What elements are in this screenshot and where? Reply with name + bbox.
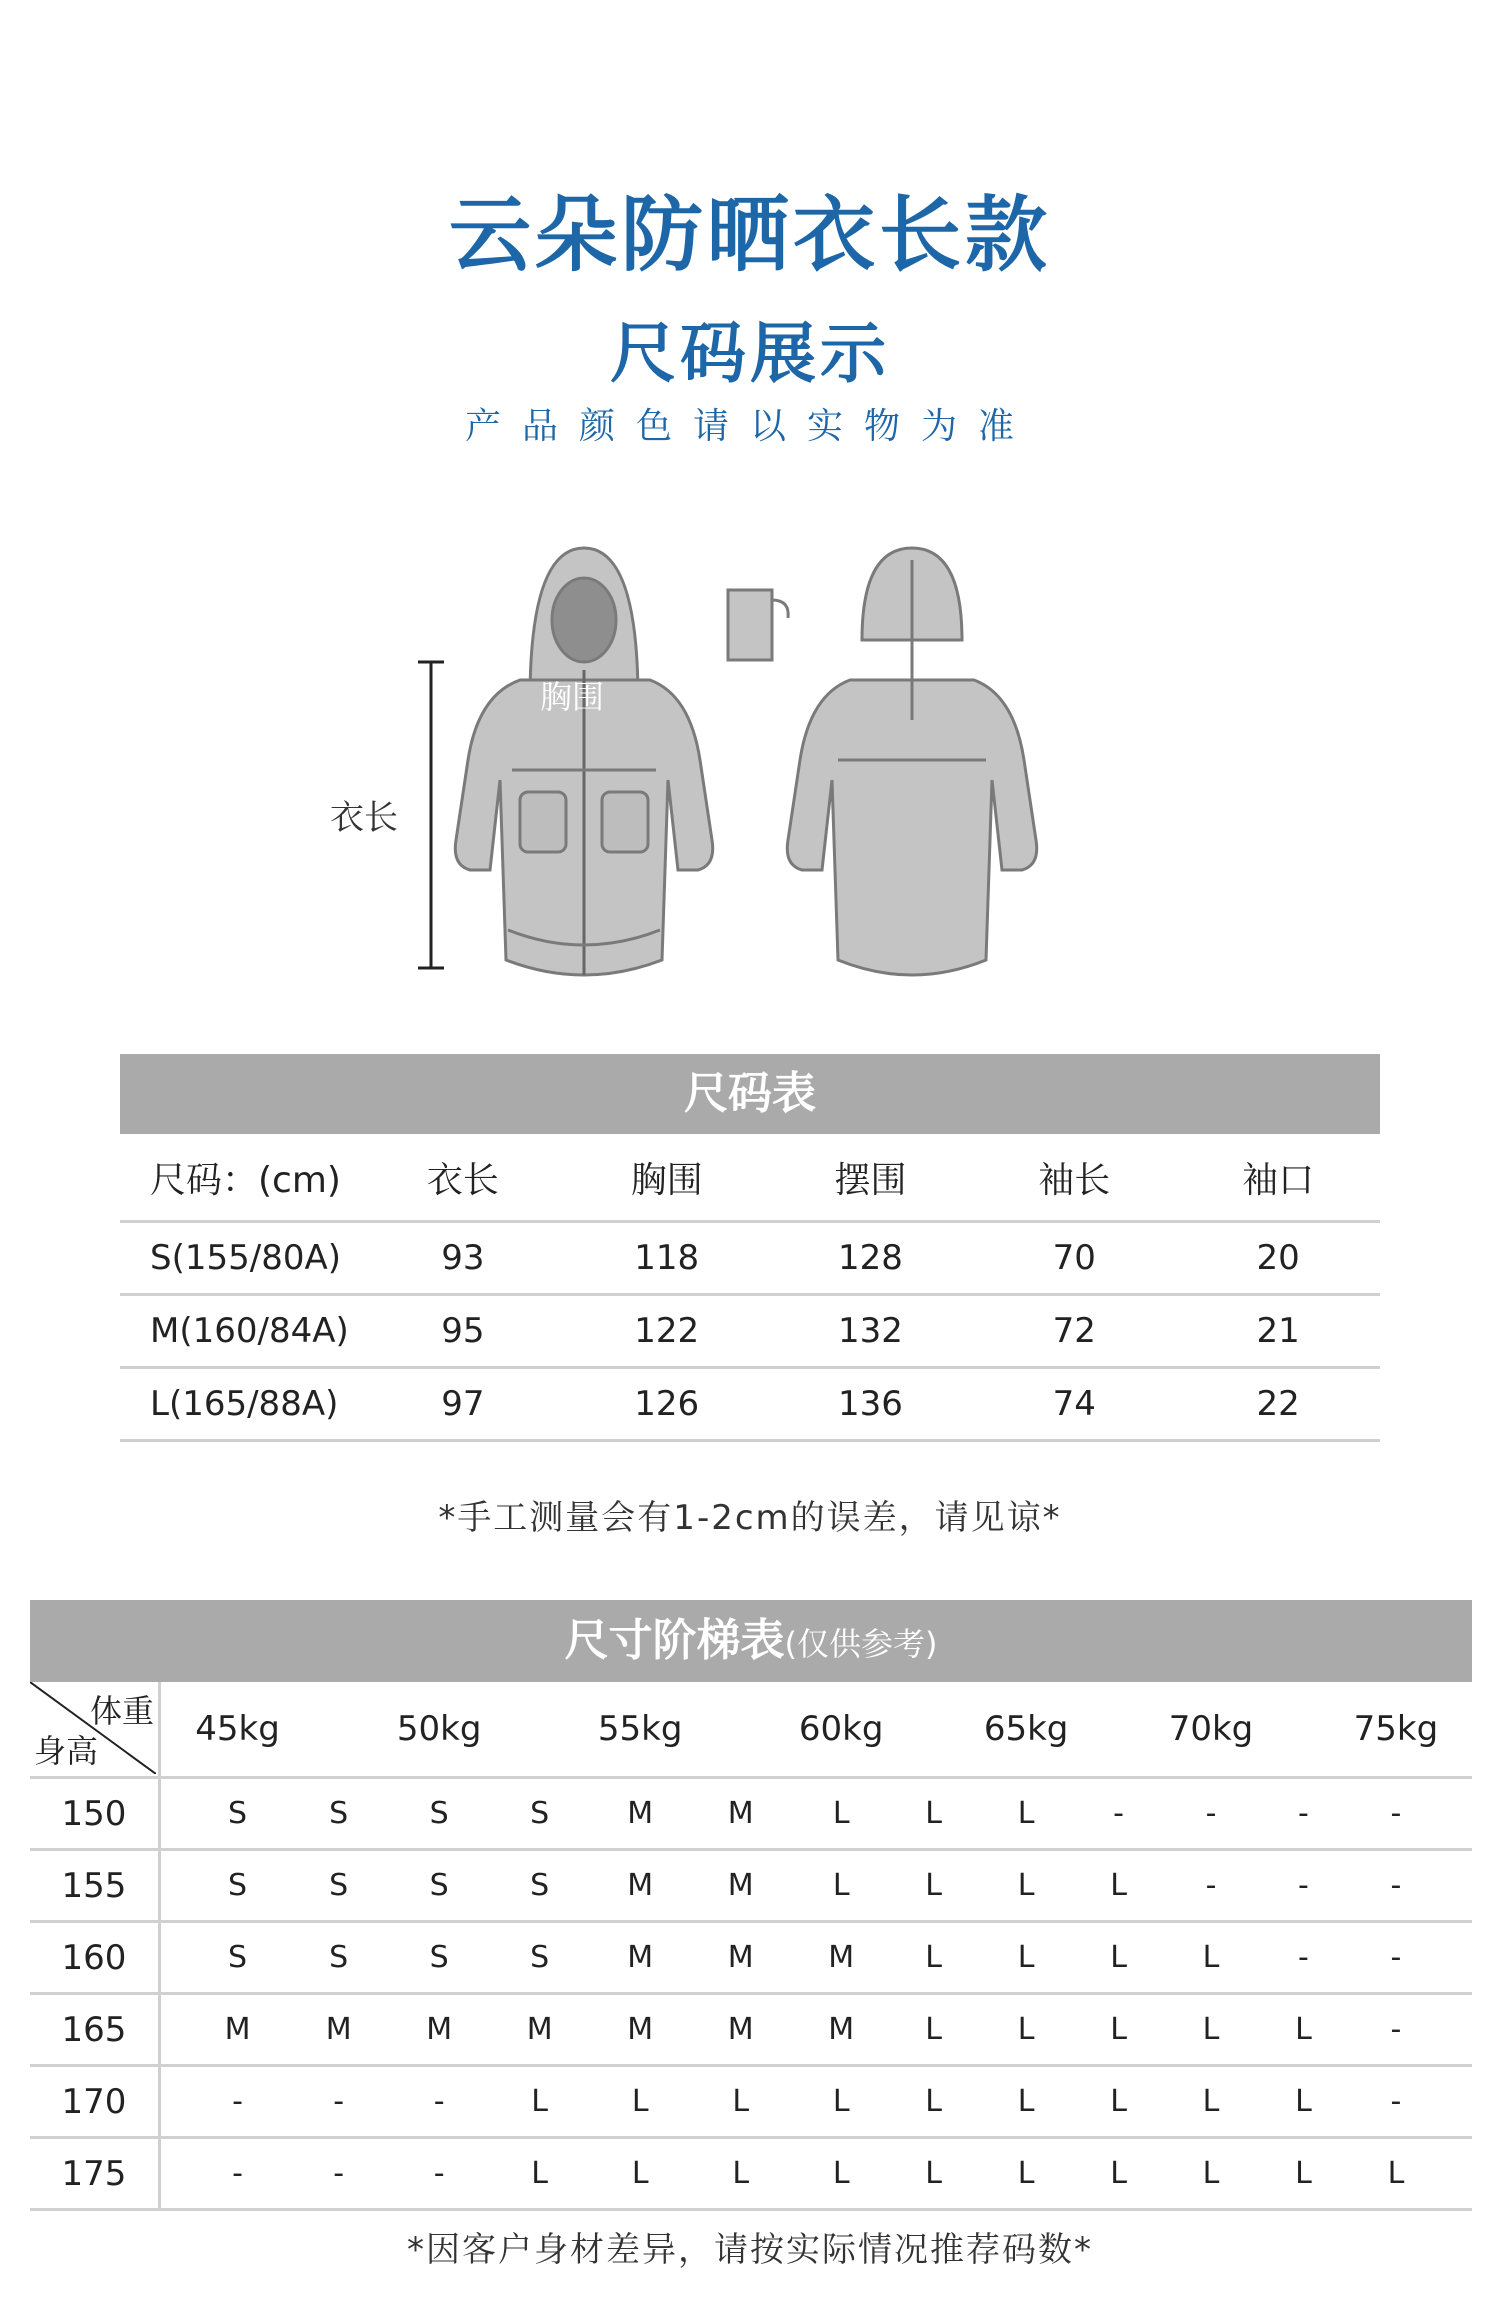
size-cell: L	[950, 2066, 1102, 2138]
size-cell: L	[765, 1850, 917, 1922]
table-row	[30, 1778, 1472, 1850]
step-chart-title	[30, 1600, 1472, 1682]
size-cell: S	[160, 1850, 315, 1922]
size-cell: L	[1135, 1922, 1287, 1994]
size-cell: -	[1320, 1994, 1472, 2066]
cuff-col-header: 袖口	[1176, 1134, 1380, 1222]
table-row	[30, 1850, 1472, 1922]
size-cell: L	[1135, 2138, 1287, 2210]
size-cell: L	[950, 1922, 1102, 1994]
size-cell: L	[917, 1850, 950, 1922]
size-cell: L	[765, 1778, 917, 1850]
size-cell: M	[564, 1994, 716, 2066]
table-row	[120, 1368, 1380, 1441]
chest-col-header: 胸围	[565, 1134, 769, 1222]
size-cell: S	[314, 1778, 363, 1850]
size-cell: -	[1287, 1922, 1320, 1994]
table-cell: M(160/84A)	[120, 1295, 361, 1368]
storage-pouch-drawing	[728, 590, 788, 660]
table-cell: 20	[1176, 1222, 1380, 1295]
height-cell: 155	[30, 1850, 160, 1922]
size-cell: L	[515, 2138, 564, 2210]
size-cell: L	[1135, 1994, 1287, 2066]
sleeve-col-header: 袖长	[972, 1134, 1176, 1222]
height-cell: 165	[30, 1994, 160, 2066]
size-cell: S	[160, 1778, 315, 1850]
size-cell: -	[1135, 1778, 1287, 1850]
page-subtitle: 尺码展示	[610, 315, 890, 392]
size-cell: -	[363, 2138, 515, 2210]
height-cell: 160	[30, 1922, 160, 1994]
size-cell: M	[716, 1994, 765, 2066]
size-cell: M	[564, 1850, 716, 1922]
step-chart-title-sub: (仅供参考)	[784, 1625, 938, 1663]
size-cell: M	[716, 1850, 765, 1922]
size-chart-table	[120, 1134, 1380, 1442]
table-row	[120, 1295, 1380, 1368]
size-cell: M	[564, 1778, 716, 1850]
size-cell: S	[515, 1778, 564, 1850]
size-cell: L	[917, 1778, 950, 1850]
height-cell: 170	[30, 2066, 160, 2138]
table-cell: 132	[769, 1295, 973, 1368]
size-cell: L	[765, 2138, 917, 2210]
size-cell: -	[314, 2066, 363, 2138]
size-cell: L	[1102, 1850, 1135, 1922]
table-cell: L(165/88A)	[120, 1368, 361, 1441]
size-cell: L	[950, 1994, 1102, 2066]
table-cell: 21	[1176, 1295, 1380, 1368]
measurement-note: *手工测量会有1-2cm的误差，请见谅*	[438, 1498, 1062, 1538]
weight-header: 60kg	[765, 1682, 917, 1778]
back-garment-drawing	[787, 548, 1036, 975]
table-cell: 126	[565, 1368, 769, 1441]
size-cell: L	[1135, 2066, 1287, 2138]
size-cell: L	[950, 1778, 1102, 1850]
size-cell: L	[564, 2066, 716, 2138]
size-cell: M	[716, 1778, 765, 1850]
size-cell: L	[1320, 2138, 1472, 2210]
table-row	[30, 2066, 1472, 2138]
size-cell: M	[765, 1994, 917, 2066]
recommendation-note: *因客户身材差异，请按实际情况推荐码数*	[407, 2230, 1093, 2270]
size-cell: L	[917, 1994, 950, 2066]
size-cell: -	[1320, 1922, 1472, 1994]
size-cell: L	[765, 2066, 917, 2138]
hem-col-header: 摆围	[769, 1134, 973, 1222]
size-cell: -	[1135, 1850, 1287, 1922]
table-row	[120, 1222, 1380, 1295]
length-measure-line	[418, 662, 444, 968]
size-cell: M	[160, 1994, 315, 2066]
size-cell: -	[1102, 1778, 1135, 1850]
weight-header	[515, 1682, 564, 1778]
weight-header	[1287, 1682, 1320, 1778]
color-note: 产品颜色请以实物为准	[464, 406, 1035, 447]
size-cell: L	[917, 1922, 950, 1994]
size-cell: M	[716, 1922, 765, 1994]
height-cell: 175	[30, 2138, 160, 2210]
size-cell: S	[314, 1922, 363, 1994]
weight-header: 75kg	[1320, 1682, 1472, 1778]
table-cell: S(155/80A)	[120, 1222, 361, 1295]
size-cell: L	[1102, 2066, 1135, 2138]
size-cell: L	[1102, 1994, 1135, 2066]
table-row	[30, 2138, 1472, 2210]
size-cell: -	[1320, 2066, 1472, 2138]
size-cell: -	[314, 2138, 363, 2210]
size-cell: -	[160, 2138, 315, 2210]
size-cell: S	[515, 1922, 564, 1994]
step-chart-title-main: 尺寸阶梯表	[564, 1615, 785, 1666]
size-cell: L	[564, 2138, 716, 2210]
size-cell: M	[515, 1994, 564, 2066]
size-cell: L	[917, 2138, 950, 2210]
height-cell: 150	[30, 1778, 160, 1850]
size-cell: -	[1320, 1778, 1472, 1850]
length-col-header: 衣长	[361, 1134, 565, 1222]
size-cell: L	[1102, 2138, 1135, 2210]
table-cell: 128	[769, 1222, 973, 1295]
step-chart-table	[30, 1682, 1472, 2211]
weight-header	[917, 1682, 950, 1778]
size-cell: L	[1102, 1922, 1135, 1994]
size-cell: S	[160, 1922, 315, 1994]
table-cell: 72	[972, 1295, 1176, 1368]
size-cell: S	[363, 1850, 515, 1922]
corner-header	[30, 1682, 160, 1778]
table-cell: 136	[769, 1368, 973, 1441]
table-row	[30, 1922, 1472, 1994]
table-cell: 95	[361, 1295, 565, 1368]
size-cell: M	[765, 1922, 917, 1994]
size-cell: S	[515, 1850, 564, 1922]
table-cell: 74	[972, 1368, 1176, 1441]
size-chart-title: 尺码表	[120, 1054, 1380, 1134]
page-title: 云朵防晒衣长款	[448, 188, 1051, 283]
size-cell: L	[515, 2066, 564, 2138]
table-row	[30, 1994, 1472, 2066]
chest-label: 胸围	[540, 678, 605, 716]
size-cell: L	[716, 2066, 765, 2138]
weight-header: 70kg	[1135, 1682, 1287, 1778]
length-label: 衣长	[330, 798, 398, 838]
size-col-header: 尺码：(cm)	[120, 1134, 361, 1222]
table-cell: 118	[565, 1222, 769, 1295]
weight-header	[716, 1682, 765, 1778]
step-chart-header-row	[30, 1682, 1472, 1778]
garment-illustration	[0, 520, 1500, 1000]
size-cell: L	[716, 2138, 765, 2210]
size-cell: L	[950, 2138, 1102, 2210]
size-cell: S	[363, 1922, 515, 1994]
size-cell: L	[917, 2066, 950, 2138]
table-cell: 22	[1176, 1368, 1380, 1441]
size-cell: -	[1287, 1778, 1320, 1850]
size-cell: L	[1287, 1994, 1320, 2066]
size-cell: L	[1287, 2066, 1320, 2138]
size-chart-header-row	[120, 1134, 1380, 1222]
weight-header: 65kg	[950, 1682, 1102, 1778]
size-cell: M	[564, 1922, 716, 1994]
table-cell: 70	[972, 1222, 1176, 1295]
corner-height-label: 身高	[34, 1732, 99, 1770]
weight-header: 45kg	[160, 1682, 315, 1778]
weight-header	[314, 1682, 363, 1778]
size-cell: M	[314, 1994, 363, 2066]
size-cell: S	[363, 1778, 515, 1850]
weight-header: 50kg	[363, 1682, 515, 1778]
front-garment-drawing	[455, 548, 712, 975]
size-cell: -	[1287, 1850, 1320, 1922]
size-cell: L	[1287, 2138, 1320, 2210]
size-cell: -	[1320, 1850, 1472, 1922]
size-cell: -	[160, 2066, 315, 2138]
weight-header	[1102, 1682, 1135, 1778]
table-cell: 93	[361, 1222, 565, 1295]
size-cell: -	[363, 2066, 515, 2138]
table-cell: 97	[361, 1368, 565, 1441]
size-cell: L	[950, 1850, 1102, 1922]
corner-weight-label: 体重	[89, 1692, 154, 1730]
weight-header: 55kg	[564, 1682, 716, 1778]
size-cell: S	[314, 1850, 363, 1922]
size-cell: M	[363, 1994, 515, 2066]
table-cell: 122	[565, 1295, 769, 1368]
